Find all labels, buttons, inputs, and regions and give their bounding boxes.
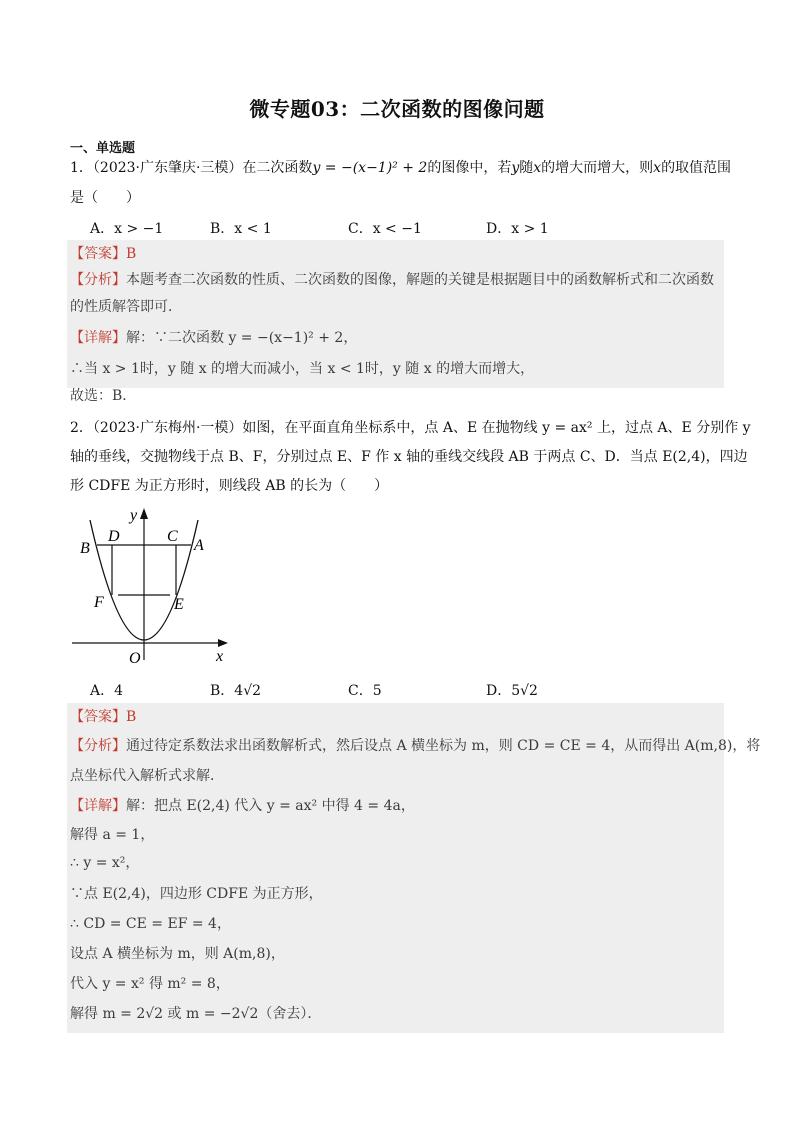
q2-answer: 【答案】B xyxy=(70,709,137,725)
q1-stem-b: 的图像中，若 xyxy=(427,160,512,176)
q1-detail-label: 【详解】 xyxy=(70,330,126,346)
q1-stem-formula: y = −(x−1)² + 2 xyxy=(312,160,428,176)
q1-stem-line2: 是（ ） xyxy=(70,190,140,206)
label-b: B xyxy=(80,540,90,557)
page-title: 微专题03：二次函数的图像问题 xyxy=(249,97,545,121)
q1-stem-line1 xyxy=(70,158,731,178)
q1-option-b: B．x < 1 xyxy=(210,221,272,237)
q1-analysis-line2: 的性质解答即可． xyxy=(70,299,182,315)
parabola-figure xyxy=(66,500,246,670)
q2-stem-line3: 形 CDFE 为正方形时，则线段 AB 的长为（ ） xyxy=(70,478,389,494)
q1-analysis-text: 本题考查二次函数的性质、二次函数的图像，解题的关键是根据题目中的函数解析式和二次函数 xyxy=(126,272,714,288)
q1-var-x2: x xyxy=(653,160,662,176)
q1-option-c: C．x < −1 xyxy=(348,221,422,237)
q2-detail-line3: ∴ y = x²， xyxy=(70,855,140,871)
q2-analysis-label: 【分析】 xyxy=(70,738,126,754)
q2-detail-text: 解：把点 E(2,4) 代入 y = ax² 中得 4 = 4a， xyxy=(126,798,415,814)
q1-analysis-label: 【分析】 xyxy=(70,272,126,288)
q1-option-d: D．x > 1 xyxy=(486,221,549,237)
q1-mid1: 随 xyxy=(519,160,534,176)
q2-option-b: B．4√2 xyxy=(210,683,262,699)
q2-option-a: A．4 xyxy=(90,683,124,699)
q2-detail-line5: ∴ CD = CE = EF = 4， xyxy=(70,916,231,932)
label-d: D xyxy=(108,528,120,545)
q2-option-c: C．5 xyxy=(348,683,382,699)
x-axis-arrow xyxy=(218,639,228,647)
q1-mid2: 的增大而增大，则 xyxy=(541,160,654,176)
q2-detail-line2: 解得 a = 1， xyxy=(70,827,155,843)
q2-detail-line1 xyxy=(70,796,415,816)
q2-detail-line6: 设点 A 横坐标为 m，则 A(m,8)， xyxy=(70,946,285,962)
q1-option-a: A．x > −1 xyxy=(90,221,164,237)
q1-var-y: y xyxy=(511,160,520,176)
label-y: y xyxy=(130,507,138,524)
q1-mid3: 的取值范围 xyxy=(661,160,732,176)
q2-analysis-line1 xyxy=(70,736,760,756)
q1-detail-text: 解：∵二次函数 y = −(x−1)² + 2， xyxy=(126,330,358,346)
label-o: O xyxy=(129,650,141,667)
label-e: E xyxy=(174,596,184,613)
q2-detail-line7: 代入 y = x² 得 m² = 8， xyxy=(70,976,230,992)
q2-detail-line8: 解得 m = 2√2 或 m = −2√2（舍去）． xyxy=(70,1006,322,1022)
q1-detail-line2: ∴当 x > 1时，y 随 x 的增大而减小，当 x < 1时，y 随 x 的增大而增大， xyxy=(70,361,535,377)
q1-answer: 【答案】B xyxy=(70,246,137,262)
q2-analysis-line2: 点坐标代入解析式求解． xyxy=(70,768,224,784)
label-f: F xyxy=(94,594,104,611)
label-c: C xyxy=(167,528,178,545)
section-heading: 一、单选题 xyxy=(70,141,136,156)
q2-analysis-text: 通过待定系数法求出函数解析式，然后设点 A 横坐标为 m，则 CD = CE = 4，从而得出 A(m,8)，将 xyxy=(126,738,761,754)
label-x: x xyxy=(216,648,224,665)
q1-analysis-line1 xyxy=(70,270,714,290)
q1-var-x: x xyxy=(533,160,542,176)
q2-option-d: D．5√2 xyxy=(486,683,538,699)
label-a: A xyxy=(194,537,204,554)
q1-detail-line3: 故选：B． xyxy=(70,388,137,404)
q1-stem-a: 1．（2023·广东肇庆·三模）在二次函数 xyxy=(70,160,313,176)
q2-stem-line2: 轴的垂线，交抛物线于点 B、F，分别过点 E、F 作 x 轴的垂线交线段 AB 于两点 C、D．当点 E(2,4)，四边 xyxy=(70,449,748,465)
y-axis-arrow xyxy=(140,508,148,519)
q1-detail-line1 xyxy=(70,328,357,348)
q2-detail-line4: ∵点 E(2,4)，四边形 CDFE 为正方形， xyxy=(70,886,323,902)
q2-stem-line1: 2．（2023·广东梅州·一模）如图，在平面直角坐标系中，点 A、E 在抛物线 y = ax² 上，过点 A、E 分别作 y xyxy=(70,420,751,436)
q2-detail-label: 【详解】 xyxy=(70,798,126,814)
